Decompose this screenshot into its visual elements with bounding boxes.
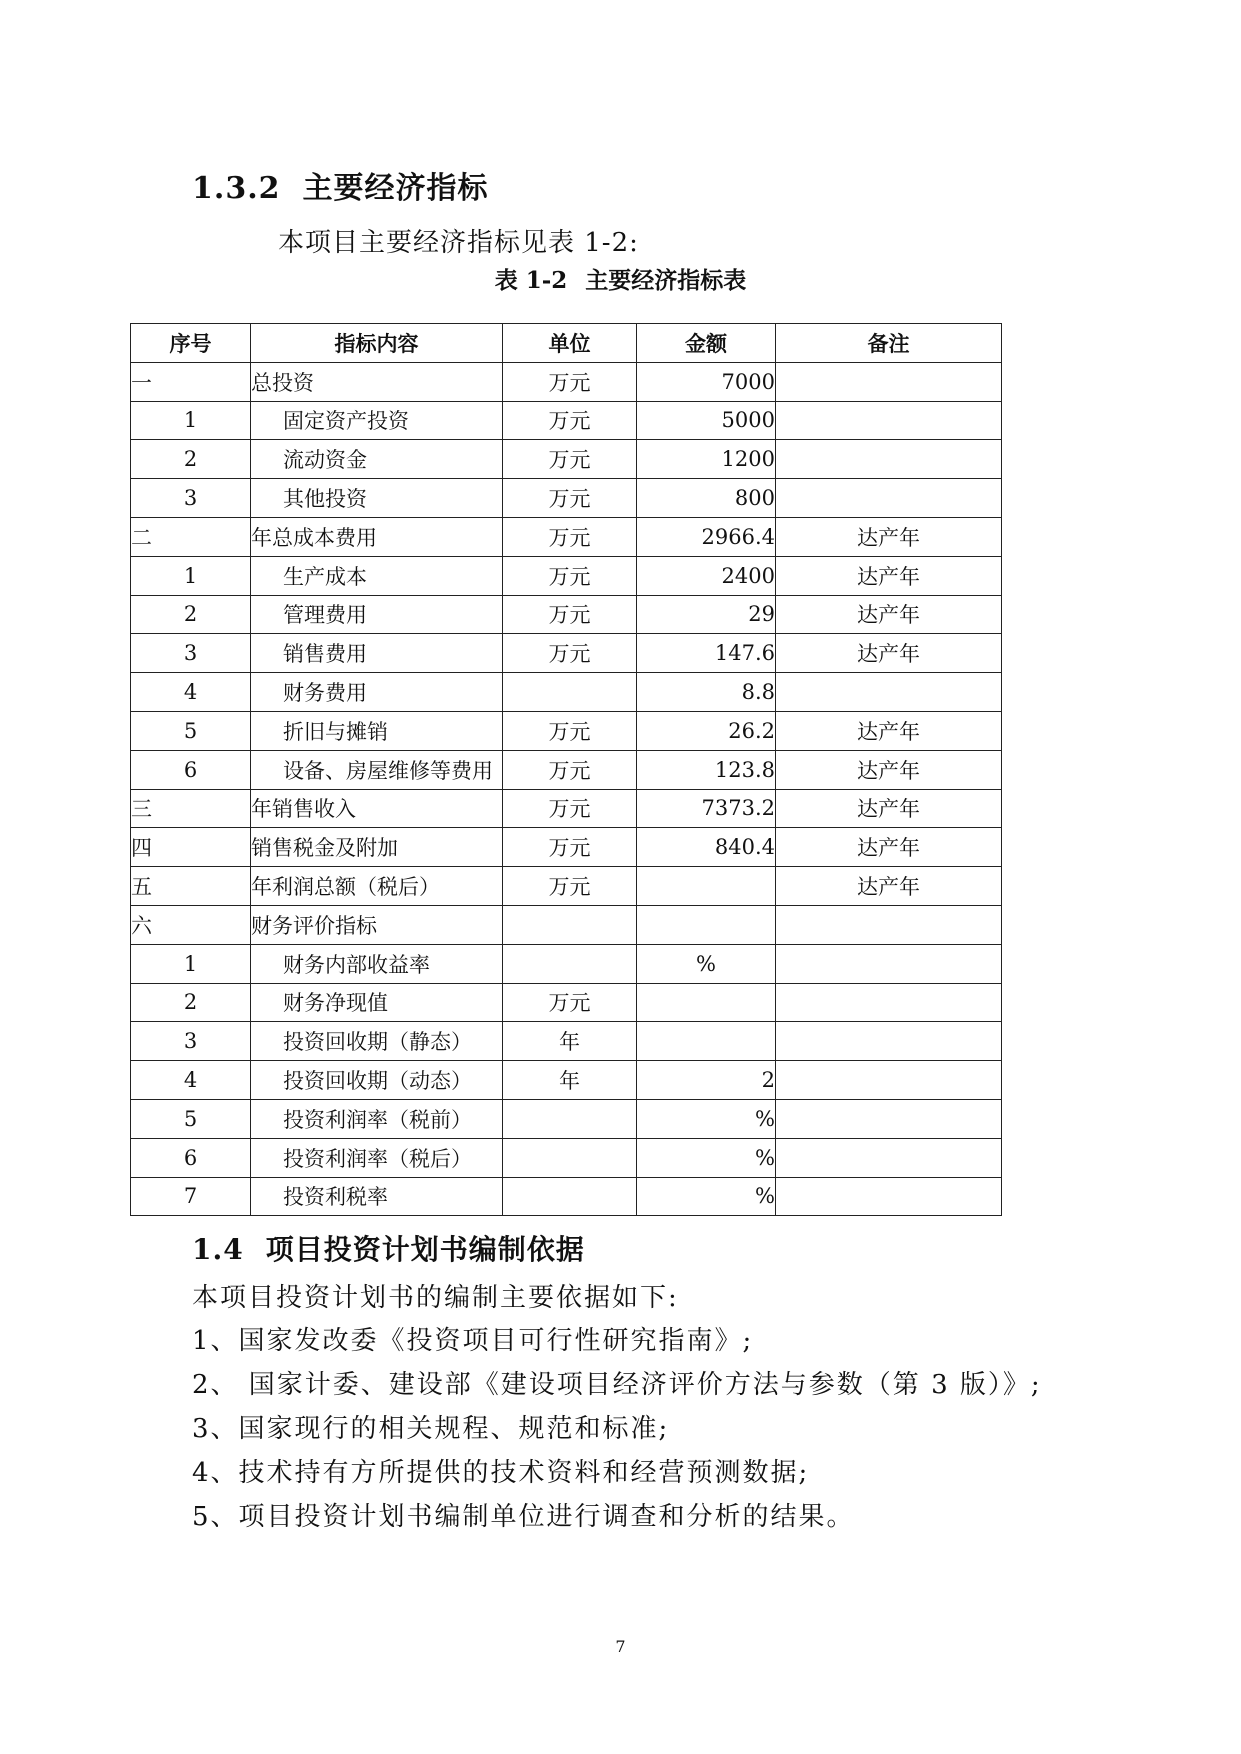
indicator-cell: 年利润总额（税后）	[251, 867, 503, 906]
amount-cell: 7373.2	[637, 789, 776, 828]
amount-cell: %	[637, 1099, 776, 1138]
amount-cell	[637, 1022, 776, 1061]
page-number: 7	[615, 1637, 626, 1656]
table-row	[131, 867, 1002, 906]
note-cell: 达产年	[776, 517, 1002, 556]
amount-cell	[637, 867, 776, 906]
header-note: 备注	[776, 324, 1002, 363]
indicator-cell: 销售费用	[251, 634, 503, 673]
table-row	[131, 634, 1002, 673]
indicator-cell: 投资利润率（税前）	[251, 1099, 503, 1138]
unit-cell: 万元	[503, 634, 637, 673]
indicator-cell: 财务净现值	[251, 983, 503, 1022]
basis-item: 4、技术持有方所提供的技术资料和经营预测数据;	[192, 1458, 810, 1488]
table-row	[131, 401, 1002, 440]
note-cell	[776, 1022, 1002, 1061]
indicator-cell: 财务内部收益率	[251, 944, 503, 983]
table-row	[131, 983, 1002, 1022]
unit-cell: 万元	[503, 440, 637, 479]
row-number-cell: 5	[131, 1099, 251, 1138]
row-number-cell: 1	[131, 401, 251, 440]
table-header-row	[131, 324, 1002, 363]
row-number-cell: 一	[131, 362, 251, 401]
indicator-cell: 生产成本	[251, 556, 503, 595]
indicator-cell: 总投资	[251, 362, 503, 401]
table-row	[131, 711, 1002, 750]
amount-cell: 29	[637, 595, 776, 634]
note-cell	[776, 673, 1002, 712]
amount-cell: 2966.4	[637, 517, 776, 556]
indicator-cell: 财务费用	[251, 673, 503, 712]
unit-cell: 万元	[503, 401, 637, 440]
basis-intro: 本项目投资计划书的编制主要依据如下:	[192, 1283, 679, 1313]
row-number-cell: 2	[131, 440, 251, 479]
row-number-cell: 6	[131, 1138, 251, 1177]
table-row	[131, 1061, 1002, 1100]
indicator-cell: 年总成本费用	[251, 517, 503, 556]
note-cell	[776, 905, 1002, 944]
header-unit: 单位	[503, 324, 637, 363]
amount-cell: %	[637, 1177, 776, 1216]
note-cell: 达产年	[776, 634, 1002, 673]
indicator-cell: 设备、房屋维修等费用	[251, 750, 503, 789]
row-number-cell: 三	[131, 789, 251, 828]
amount-cell: 5000	[637, 401, 776, 440]
section-heading-1-3-2	[192, 163, 489, 207]
indicator-cell: 投资回收期（静态）	[251, 1022, 503, 1061]
table-row	[131, 944, 1002, 983]
note-cell	[776, 983, 1002, 1022]
basis-item: 2、 国家计委、建设部《建设项目经济评价方法与参数（第 3 版）》;	[192, 1370, 1042, 1400]
note-cell: 达产年	[776, 789, 1002, 828]
note-cell: 达产年	[776, 556, 1002, 595]
section-title: 项目投资计划书编制依据	[265, 1233, 585, 1266]
note-cell: 达产年	[776, 828, 1002, 867]
indicator-cell: 固定资产投资	[251, 401, 503, 440]
table-row	[131, 828, 1002, 867]
note-cell	[776, 479, 1002, 518]
unit-cell: 万元	[503, 556, 637, 595]
indicator-cell: 其他投资	[251, 479, 503, 518]
amount-cell: 147.6	[637, 634, 776, 673]
table-row	[131, 1177, 1002, 1216]
indicator-cell: 销售税金及附加	[251, 828, 503, 867]
indicator-cell: 折旧与摊销	[251, 711, 503, 750]
unit-cell	[503, 673, 637, 712]
amount-cell: 8.8	[637, 673, 776, 712]
table-row	[131, 673, 1002, 712]
note-cell	[776, 1177, 1002, 1216]
indicator-cell: 财务评价指标	[251, 905, 503, 944]
row-number-cell: 五	[131, 867, 251, 906]
basis-item: 1、国家发改委《投资项目可行性研究指南》;	[192, 1326, 754, 1356]
table-caption-title: 主要经济指标表	[585, 267, 747, 294]
unit-cell: 万元	[503, 789, 637, 828]
amount-cell	[637, 983, 776, 1022]
row-number-cell: 7	[131, 1177, 251, 1216]
unit-cell	[503, 944, 637, 983]
note-cell: 达产年	[776, 711, 1002, 750]
table-row	[131, 1138, 1002, 1177]
table-row	[131, 595, 1002, 634]
header-no: 序号	[131, 324, 251, 363]
header-item: 指标内容	[251, 324, 503, 363]
amount-cell: %	[637, 1138, 776, 1177]
table-body	[131, 362, 1002, 1216]
unit-cell: 万元	[503, 711, 637, 750]
amount-cell: 26.2	[637, 711, 776, 750]
row-number-cell: 1	[131, 944, 251, 983]
amount-cell: %	[637, 944, 776, 983]
amount-cell: 123.8	[637, 750, 776, 789]
table-row	[131, 750, 1002, 789]
unit-cell: 年	[503, 1061, 637, 1100]
economic-indicators-table	[130, 323, 1002, 1216]
unit-cell: 万元	[503, 595, 637, 634]
table-row	[131, 789, 1002, 828]
unit-cell	[503, 1177, 637, 1216]
note-cell: 达产年	[776, 595, 1002, 634]
row-number-cell: 6	[131, 750, 251, 789]
unit-cell: 万元	[503, 983, 637, 1022]
table-row	[131, 1022, 1002, 1061]
unit-cell: 万元	[503, 867, 637, 906]
amount-cell: 2400	[637, 556, 776, 595]
basis-item: 3、国家现行的相关规程、规范和标准;	[192, 1414, 670, 1444]
amount-cell	[637, 905, 776, 944]
table-row	[131, 1099, 1002, 1138]
unit-cell: 万元	[503, 828, 637, 867]
table-row	[131, 556, 1002, 595]
indicator-cell: 投资利税率	[251, 1177, 503, 1216]
table-caption-number: 表 1-2	[494, 267, 568, 294]
section-number: 1.3.2	[192, 171, 281, 206]
unit-cell: 万元	[503, 750, 637, 789]
table-row	[131, 517, 1002, 556]
unit-cell: 年	[503, 1022, 637, 1061]
indicator-cell: 流动资金	[251, 440, 503, 479]
unit-cell: 万元	[503, 479, 637, 518]
note-cell	[776, 1061, 1002, 1100]
note-cell	[776, 1138, 1002, 1177]
indicator-cell: 管理费用	[251, 595, 503, 634]
amount-cell: 800	[637, 479, 776, 518]
section-number: 1.4	[192, 1233, 244, 1266]
row-number-cell: 四	[131, 828, 251, 867]
section-heading-1-4	[192, 1228, 585, 1268]
note-cell: 达产年	[776, 867, 1002, 906]
row-number-cell: 六	[131, 905, 251, 944]
amount-cell: 1200	[637, 440, 776, 479]
amount-cell: 2	[637, 1061, 776, 1100]
row-number-cell: 4	[131, 1061, 251, 1100]
unit-cell	[503, 905, 637, 944]
table-row	[131, 905, 1002, 944]
note-cell	[776, 1099, 1002, 1138]
note-cell	[776, 440, 1002, 479]
note-cell: 达产年	[776, 750, 1002, 789]
indicator-cell: 投资回收期（动态）	[251, 1061, 503, 1100]
row-number-cell: 3	[131, 634, 251, 673]
unit-cell: 万元	[503, 517, 637, 556]
table-row	[131, 440, 1002, 479]
section-title: 主要经济指标	[302, 171, 489, 206]
basis-item: 5、项目投资计划书编制单位进行调查和分析的结果。	[192, 1502, 855, 1532]
row-number-cell: 5	[131, 711, 251, 750]
indicator-cell: 年销售收入	[251, 789, 503, 828]
header-amount: 金额	[637, 324, 776, 363]
unit-cell: 万元	[503, 362, 637, 401]
unit-cell	[503, 1138, 637, 1177]
table-row	[131, 362, 1002, 401]
row-number-cell: 4	[131, 673, 251, 712]
unit-cell	[503, 1099, 637, 1138]
row-number-cell: 1	[131, 556, 251, 595]
indicator-cell: 投资利润率（税后）	[251, 1138, 503, 1177]
row-number-cell: 2	[131, 983, 251, 1022]
note-cell	[776, 401, 1002, 440]
table-row	[131, 479, 1002, 518]
row-number-cell: 二	[131, 517, 251, 556]
note-cell	[776, 944, 1002, 983]
row-number-cell: 2	[131, 595, 251, 634]
amount-cell: 7000	[637, 362, 776, 401]
table-caption	[0, 262, 1241, 295]
row-number-cell: 3	[131, 1022, 251, 1061]
intro-paragraph: 本项目主要经济指标见表 1-2:	[278, 228, 639, 258]
note-cell	[776, 362, 1002, 401]
amount-cell: 840.4	[637, 828, 776, 867]
row-number-cell: 3	[131, 479, 251, 518]
